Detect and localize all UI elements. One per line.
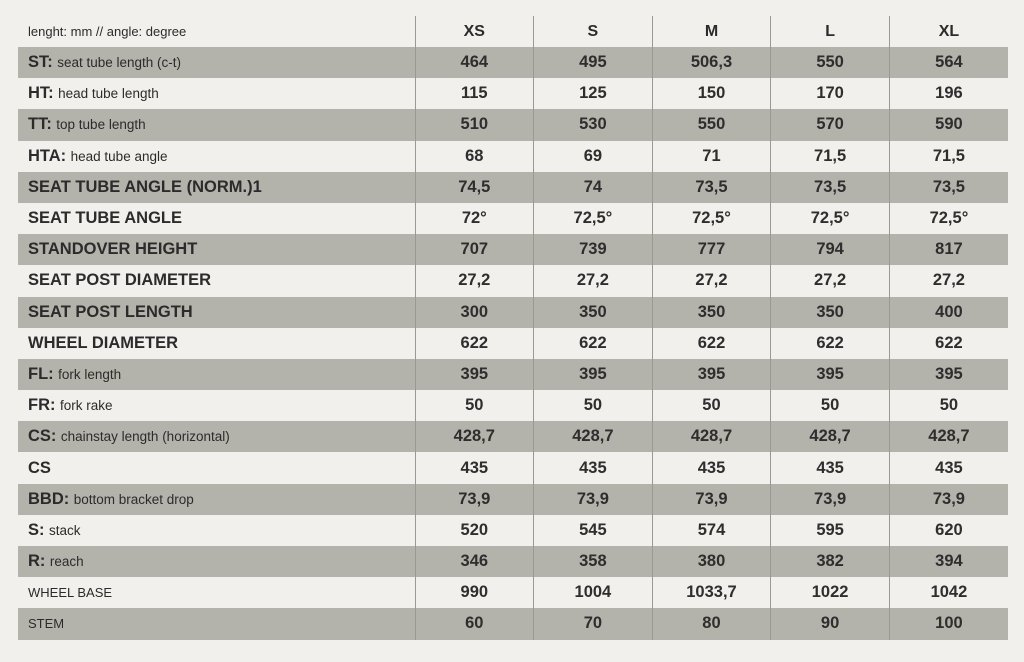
cell-value: 73,9 (771, 484, 890, 515)
table-row (18, 265, 1008, 296)
cell-value: 574 (652, 515, 771, 546)
cell-value: 495 (534, 47, 653, 78)
cell-value: 464 (415, 47, 534, 78)
cell-value: 545 (534, 515, 653, 546)
cell-value: 435 (534, 452, 653, 483)
cell-value: 115 (415, 78, 534, 109)
cell-value: 27,2 (771, 265, 890, 296)
row-label (18, 47, 415, 78)
cell-value: 622 (415, 328, 534, 359)
row-label-abbr: SEAT TUBE ANGLE (28, 209, 183, 228)
cell-value: 60 (415, 608, 534, 639)
row-label (18, 203, 415, 234)
row-label-abbr: FL: (28, 364, 54, 383)
row-label-abbr: S: (28, 520, 45, 539)
row-label-abbr: TT: (28, 115, 52, 134)
cell-value: 1004 (534, 577, 653, 608)
cell-value: 428,7 (415, 421, 534, 452)
cell-value: 73,5 (889, 172, 1008, 203)
cell-value: 50 (771, 390, 890, 421)
cell-value: 72° (415, 203, 534, 234)
cell-value: 170 (771, 78, 890, 109)
cell-value: 620 (889, 515, 1008, 546)
cell-value: 74 (534, 172, 653, 203)
cell-value: 350 (534, 297, 653, 328)
cell-value: 530 (534, 109, 653, 140)
table-row (18, 109, 1008, 140)
table-row (18, 172, 1008, 203)
cell-value: 395 (889, 359, 1008, 390)
cell-value: 350 (652, 297, 771, 328)
cell-value: 73,9 (889, 484, 1008, 515)
cell-value: 777 (652, 234, 771, 265)
cell-value: 73,9 (534, 484, 653, 515)
cell-value: 595 (771, 515, 890, 546)
table-row (18, 390, 1008, 421)
cell-value: 73,5 (652, 172, 771, 203)
row-label-abbr: CS (28, 458, 51, 477)
cell-value: 622 (534, 328, 653, 359)
row-label-abbr: FR: (28, 396, 56, 415)
cell-value: 380 (652, 546, 771, 577)
cell-value: 1042 (889, 577, 1008, 608)
cell-value: 428,7 (652, 421, 771, 452)
cell-value: 73,9 (652, 484, 771, 515)
table-row (18, 546, 1008, 577)
size-header-s: S (534, 16, 653, 47)
cell-value: 590 (889, 109, 1008, 140)
cell-value: 395 (415, 359, 534, 390)
cell-value: 435 (771, 452, 890, 483)
table-row (18, 203, 1008, 234)
cell-value: 506,3 (652, 47, 771, 78)
cell-value: 428,7 (534, 421, 653, 452)
row-label-abbr: SEAT POST LENGTH (28, 302, 193, 321)
cell-value: 622 (889, 328, 1008, 359)
cell-value: 50 (889, 390, 1008, 421)
cell-value: 72,5° (534, 203, 653, 234)
cell-value: 125 (534, 78, 653, 109)
cell-value: 1033,7 (652, 577, 771, 608)
cell-value: 80 (652, 608, 771, 639)
cell-value: 570 (771, 109, 890, 140)
row-label (18, 515, 415, 546)
cell-value: 74,5 (415, 172, 534, 203)
row-label-abbr: BBD: (28, 489, 70, 508)
table-row (18, 484, 1008, 515)
table-row (18, 141, 1008, 172)
header-row (18, 16, 1008, 47)
cell-value: 27,2 (889, 265, 1008, 296)
table-row (18, 78, 1008, 109)
geometry-table-body (18, 47, 1008, 640)
size-header-l: L (771, 16, 890, 47)
row-label (18, 452, 415, 483)
cell-value: 346 (415, 546, 534, 577)
cell-value: 27,2 (415, 265, 534, 296)
row-label-abbr: STANDOVER HEIGHT (28, 240, 198, 259)
cell-value: 71,5 (771, 141, 890, 172)
cell-value: 707 (415, 234, 534, 265)
row-label (18, 141, 415, 172)
row-label (18, 359, 415, 390)
cell-value: 435 (415, 452, 534, 483)
cell-value: 622 (771, 328, 890, 359)
row-label (18, 577, 415, 608)
row-label-abbr: ST: (28, 53, 53, 72)
cell-value: 520 (415, 515, 534, 546)
row-label (18, 297, 415, 328)
row-label-desc: head tube angle (70, 148, 168, 164)
table-row (18, 47, 1008, 78)
row-label (18, 546, 415, 577)
row-label-desc: chainstay length (horizontal) (60, 429, 230, 445)
cell-value: 72,5° (889, 203, 1008, 234)
table-row (18, 608, 1008, 639)
cell-value: 428,7 (771, 421, 890, 452)
row-label (18, 234, 415, 265)
row-label (18, 172, 415, 203)
cell-value: 400 (889, 297, 1008, 328)
cell-value: 817 (889, 234, 1008, 265)
cell-value: 71,5 (889, 141, 1008, 172)
row-label-desc: fork rake (59, 398, 113, 414)
cell-value: 73,5 (771, 172, 890, 203)
units-note: lenght: mm // angle: degree (18, 16, 415, 47)
cell-value: 70 (534, 608, 653, 639)
table-row (18, 234, 1008, 265)
row-label-abbr: SEAT TUBE ANGLE (NORM.)1 (28, 177, 262, 196)
row-label-desc: head tube length (58, 86, 159, 102)
table-row (18, 452, 1008, 483)
row-label-abbr: SEAT POST DIAMETER (28, 271, 212, 290)
cell-value: 550 (652, 109, 771, 140)
table-row (18, 297, 1008, 328)
row-label-abbr: R: (28, 552, 46, 571)
cell-value: 382 (771, 546, 890, 577)
row-label (18, 421, 415, 452)
row-label-desc: top tube length (56, 117, 146, 133)
cell-value: 739 (534, 234, 653, 265)
cell-value: 50 (652, 390, 771, 421)
cell-value: 73,9 (415, 484, 534, 515)
cell-value: 50 (415, 390, 534, 421)
cell-value: 150 (652, 78, 771, 109)
cell-value: 435 (652, 452, 771, 483)
row-label (18, 484, 415, 515)
row-label-desc: fork length (58, 366, 122, 382)
cell-value: 300 (415, 297, 534, 328)
cell-value: 100 (889, 608, 1008, 639)
table-row (18, 515, 1008, 546)
size-header-xl: XL (889, 16, 1008, 47)
cell-value: 196 (889, 78, 1008, 109)
row-label-desc: seat tube length (c-t) (57, 55, 182, 71)
size-header-xs: XS (415, 16, 534, 47)
cell-value: 510 (415, 109, 534, 140)
table-row (18, 421, 1008, 452)
cell-value: 72,5° (771, 203, 890, 234)
cell-value: 395 (652, 359, 771, 390)
cell-value: 394 (889, 546, 1008, 577)
cell-value: 90 (771, 608, 890, 639)
cell-value: 27,2 (534, 265, 653, 296)
cell-value: 50 (534, 390, 653, 421)
row-label-desc: reach (49, 554, 84, 570)
row-label (18, 328, 415, 359)
cell-value: 990 (415, 577, 534, 608)
row-label (18, 265, 415, 296)
row-label-desc: bottom bracket drop (73, 491, 194, 507)
cell-value: 435 (889, 452, 1008, 483)
cell-value: 395 (534, 359, 653, 390)
row-label (18, 109, 415, 140)
geometry-table (18, 16, 1008, 640)
row-label-abbr: STEM (28, 615, 65, 631)
row-label-abbr: HTA: (28, 146, 67, 165)
row-label-abbr: WHEEL BASE (28, 584, 113, 600)
row-label-abbr: CS: (28, 427, 57, 446)
cell-value: 68 (415, 141, 534, 172)
row-label-desc: stack (48, 522, 81, 538)
table-row (18, 359, 1008, 390)
cell-value: 794 (771, 234, 890, 265)
cell-value: 395 (771, 359, 890, 390)
row-label (18, 78, 415, 109)
cell-value: 1022 (771, 577, 890, 608)
cell-value: 428,7 (889, 421, 1008, 452)
cell-value: 27,2 (652, 265, 771, 296)
row-label-abbr: HT: (28, 84, 54, 103)
cell-value: 72,5° (652, 203, 771, 234)
table-row (18, 577, 1008, 608)
geometry-table-container (18, 16, 1008, 640)
size-header-m: M (652, 16, 771, 47)
cell-value: 564 (889, 47, 1008, 78)
cell-value: 350 (771, 297, 890, 328)
cell-value: 550 (771, 47, 890, 78)
cell-value: 71 (652, 141, 771, 172)
row-label (18, 608, 415, 639)
cell-value: 358 (534, 546, 653, 577)
row-label-abbr: WHEEL DIAMETER (28, 333, 179, 352)
cell-value: 69 (534, 141, 653, 172)
row-label (18, 390, 415, 421)
table-row (18, 328, 1008, 359)
cell-value: 622 (652, 328, 771, 359)
